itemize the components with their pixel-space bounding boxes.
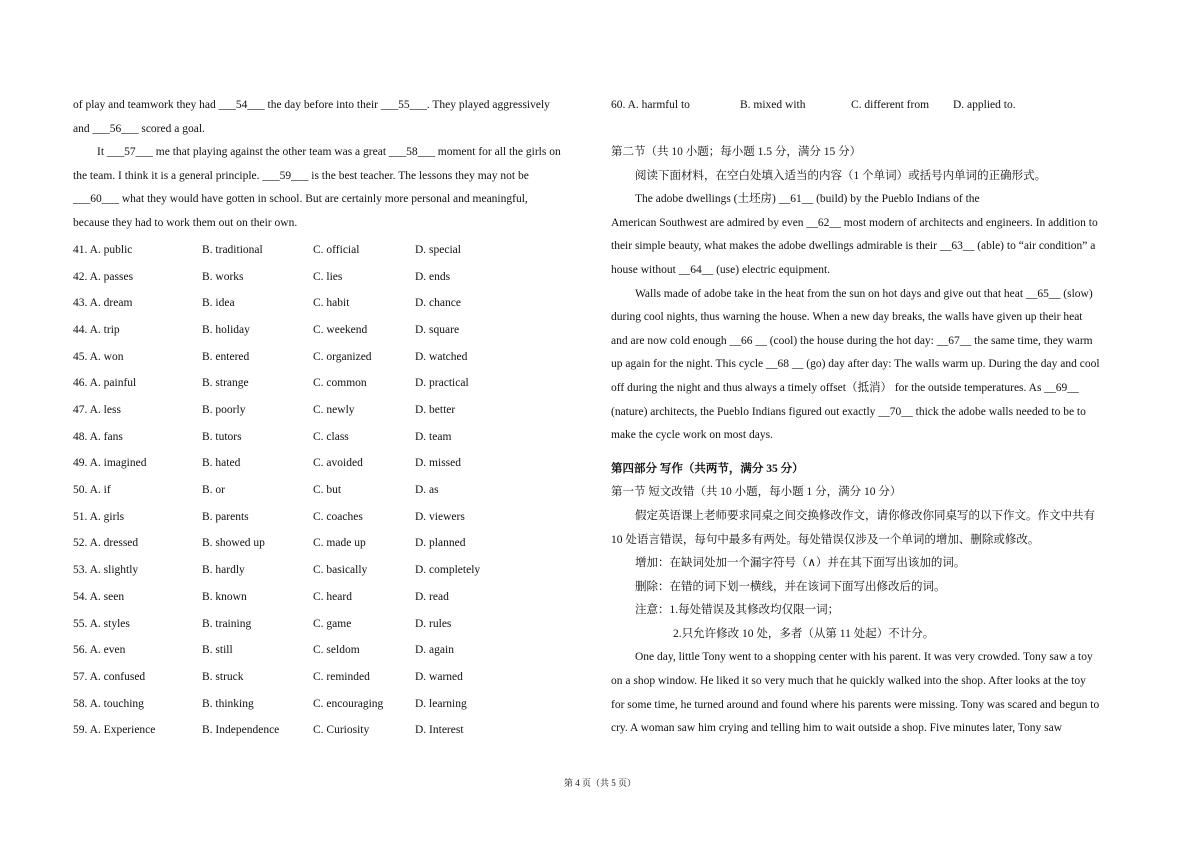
option-a: 49. A. imagined <box>73 457 147 470</box>
option-c: C. common <box>313 377 367 390</box>
grammar-passage-line: and are now cold enough __66 __ (cool) the house during the hot day: __67__ the same time, they warm <box>611 334 1093 347</box>
option-a: 50. A. if <box>73 484 111 497</box>
option-d: D. planned <box>415 537 466 550</box>
option-d: D. chance <box>415 297 461 310</box>
option-d: D. warned <box>415 670 463 683</box>
option-b: B. idea <box>202 297 235 310</box>
option-row <box>73 317 590 344</box>
option-row <box>73 690 590 717</box>
option-row <box>73 477 590 504</box>
option-c: C. weekend <box>313 323 368 336</box>
essay-line: for some time, he turned around and found where his parents were missing. Tony was scared and begun to <box>611 698 1100 711</box>
option-row <box>73 397 590 424</box>
left-column <box>73 94 590 744</box>
option-row <box>73 637 590 664</box>
option-d: D. watched <box>415 350 468 363</box>
essay-line: on a shop window. He liked it so very much that he quickly walked into the shop. After looks at the toy <box>611 675 1086 688</box>
option-a: 54. A. seen <box>73 590 125 603</box>
note-1: 注意：1.每处错误及其修改均仅限一词； <box>635 604 840 617</box>
option-row <box>73 450 590 477</box>
option-b: B. struck <box>202 670 244 683</box>
option-row <box>73 263 590 290</box>
option-c: C. coaches <box>313 510 363 523</box>
option-c: C. heard <box>313 590 352 603</box>
grammar-passage-line: Walls made of adobe take in the heat from the sun on hot days and give out that heat __65__ (slow) <box>635 287 1093 300</box>
option-b: B. still <box>202 644 233 657</box>
option-b: B. holiday <box>202 323 250 336</box>
option-b: B. traditional <box>202 243 263 256</box>
essay-line: One day, little Tony went to a shopping center with his parent. It was very crowded. Tony saw a toy <box>635 651 1093 664</box>
option-row <box>73 717 590 744</box>
option-a: 57. A. confused <box>73 670 146 683</box>
grammar-passage-line: house without __64__ (use) electric equipment. <box>611 263 831 276</box>
option-c: C. made up <box>313 537 366 550</box>
option-row <box>73 343 590 370</box>
part-4-heading: 第四部分 写作（共两节，满分 35 分） <box>611 462 804 475</box>
option-d: D. as <box>415 484 439 497</box>
option-c: C. basically <box>313 564 368 577</box>
option-a: 47. A. less <box>73 404 121 417</box>
part-4-instruction: 10 处语言错误，每句中最多有两处。每处错误仅涉及一个单词的增加、删除或修改。 <box>611 533 1040 546</box>
option-c: C. encouraging <box>313 697 384 710</box>
option-d: D. completely <box>415 564 481 577</box>
option-c: C. newly <box>313 404 355 417</box>
add-rule: 增加：在缺词处加一个漏字符号（∧）并在其下面写出该加的词。 <box>635 557 966 570</box>
option-c: C. game <box>313 617 352 630</box>
option-d: D. viewers <box>415 510 465 523</box>
part-4-instruction: 假定英语课上老师要求同桌之间交换修改作文，请你修改你同桌写的以下作文。作文中共有 <box>635 509 1095 522</box>
question-60-options <box>611 94 1128 115</box>
option-b: B. mixed with <box>740 98 806 111</box>
option-b: B. hardly <box>202 564 245 577</box>
option-d: D. missed <box>415 457 461 470</box>
passage-line: of play and teamwork they had ___54___ the day before into their ___55___. They played aggressively <box>73 99 550 111</box>
passage-line: and ___56___ scored a goal. <box>73 122 205 135</box>
option-row <box>73 503 590 530</box>
option-b: B. hated <box>202 457 241 470</box>
option-b: B. parents <box>202 510 249 523</box>
option-row <box>73 290 590 317</box>
delete-rule: 删除：在错的词下划一横线，并在该词下面写出修改后的词。 <box>635 580 946 593</box>
option-a: 48. A. fans <box>73 430 123 443</box>
option-a: 55. A. styles <box>73 617 130 630</box>
grammar-passage-line: off during the night and thus always a timely offset（抵消） for the outside temperatures. As __69__ <box>611 381 1079 394</box>
option-b: B. thinking <box>202 697 254 710</box>
option-b: B. known <box>202 590 247 603</box>
option-d: D. ends <box>415 270 451 283</box>
option-d: D. Interest <box>415 724 464 737</box>
passage-line: the team. I think it is a general principle. ___59___ is the best teacher. The lessons they may not be <box>73 169 529 182</box>
option-d: D. team <box>415 430 452 443</box>
option-d: D. special <box>415 243 461 256</box>
grammar-passage-line: up again for the night. This cycle __68 __ (go) day after day: The walls warm up. During the day and cool <box>611 358 1100 371</box>
option-c: C. lies <box>313 270 343 283</box>
essay-line: cry. A woman saw him crying and telling him to wait outside a shop. Five minutes later, Tony saw <box>611 722 1063 735</box>
option-row <box>73 370 590 397</box>
option-d: D. learning <box>415 697 467 710</box>
section-2-heading: 第二节（共 10 小题；每小题 1.5 分，满分 15 分） <box>611 146 862 158</box>
option-d: D. better <box>415 404 456 417</box>
option-a: 46. A. painful <box>73 377 137 390</box>
options-list <box>73 237 590 744</box>
option-a: 52. A. dressed <box>73 537 139 550</box>
grammar-passage-line: American Southwest are admired by even __62__ most modern of architects and engineers. In addition to <box>611 216 1098 229</box>
option-a: 56. A. even <box>73 644 126 657</box>
page-footer: 第 4 页（共 5 页） <box>563 778 636 788</box>
option-c: C. different from <box>851 98 930 111</box>
grammar-passage-line: The adobe dwellings (土坯房) __61__ (build) by the Pueblo Indians of the <box>635 193 980 206</box>
option-row <box>73 237 590 264</box>
option-d: D. square <box>415 323 460 336</box>
option-a: 53. A. slightly <box>73 564 139 577</box>
option-c: C. class <box>313 430 349 443</box>
option-d: D. read <box>415 590 449 603</box>
option-d: D. applied to. <box>953 98 1016 111</box>
option-a: 59. A. Experience <box>73 724 156 737</box>
option-row <box>73 610 590 637</box>
option-b: B. strange <box>202 377 249 390</box>
grammar-passage-line: during cool nights, thus warning the house. When a new day breaks, the walls have given up their heat <box>611 311 1083 324</box>
note-2: 2.只允许修改 10 处，多者（从第 11 处起）不计分。 <box>673 627 935 640</box>
option-row <box>73 557 590 584</box>
option-b: B. entered <box>202 350 250 363</box>
passage-line: ___60___ what they would have gotten in school. But are certainly more personal and meaningful, <box>73 193 528 206</box>
option-a: 51. A. girls <box>73 510 125 523</box>
option-c: C. seldom <box>313 644 360 657</box>
option-b: B. poorly <box>202 404 246 417</box>
section-2-instruction: 阅读下面材料，在空白处填入适当的内容（1 个单词）或括号内单词的正确形式。 <box>635 169 1047 182</box>
option-b: B. works <box>202 270 244 283</box>
grammar-passage-line: their simple beauty, what makes the adobe dwellings admirable is their __63__ (able) to “air condition” a <box>611 240 1096 253</box>
option-c: C. official <box>313 243 360 256</box>
option-a: 45. A. won <box>73 350 124 363</box>
grammar-passage-line: (nature) architects, the Pueblo Indians figured out exactly __70__ thick the adobe walls needed to be to <box>611 405 1086 418</box>
option-row <box>73 423 590 450</box>
part-4-section-1-heading: 第一节 短文改错（共 10 小题，每小题 1 分，满分 10 分） <box>611 486 902 499</box>
option-d: D. practical <box>415 377 469 390</box>
option-a: 60. A. harmful to <box>611 98 690 111</box>
option-row <box>73 584 590 611</box>
option-b: B. or <box>202 484 225 497</box>
option-a: 58. A. touching <box>73 697 144 710</box>
option-a: 44. A. trip <box>73 323 120 336</box>
option-c: C. reminded <box>313 670 370 683</box>
option-a: 43. A. dream <box>73 297 133 310</box>
option-a: 42. A. passes <box>73 270 134 283</box>
option-b: B. training <box>202 617 252 630</box>
option-b: B. Independence <box>202 724 280 737</box>
option-row <box>73 530 590 557</box>
option-b: B. tutors <box>202 430 242 443</box>
option-c: C. Curiosity <box>313 724 370 737</box>
option-c: C. but <box>313 484 342 497</box>
option-a: 41. A. public <box>73 243 133 256</box>
option-c: C. organized <box>313 350 372 363</box>
right-column <box>611 94 1128 741</box>
passage-line: It ___57___ me that playing against the other team was a great ___58___ moment for all the girls on <box>97 146 561 159</box>
option-b: B. showed up <box>202 537 265 550</box>
option-row <box>73 664 590 691</box>
option-c: C. habit <box>313 297 350 310</box>
option-d: D. rules <box>415 617 452 630</box>
option-c: C. avoided <box>313 457 363 470</box>
option-d: D. again <box>415 644 454 657</box>
passage-line: because they had to work them out on their own. <box>73 216 298 229</box>
grammar-passage-line: make the cycle work on most days. <box>611 429 773 442</box>
